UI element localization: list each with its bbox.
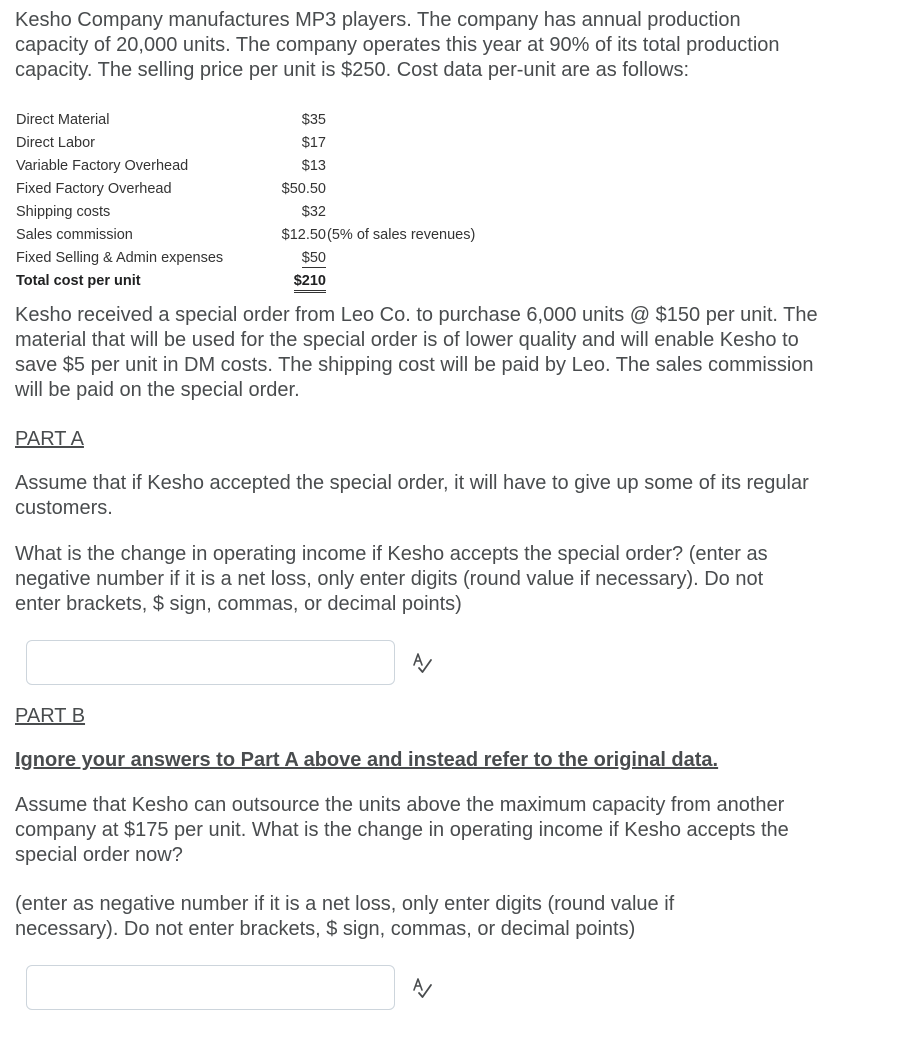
cost-note [326, 270, 475, 293]
part-b-assumption: Assume that Kesho can outsource the units above the maximum capacity from another company at $175 per unit. What is the change in operating income if Kesho accepts the special order now? [15, 794, 789, 866]
part-a-answer-row [15, 640, 885, 685]
spellcheck-icon-graphic [411, 651, 435, 675]
spellcheck-icon[interactable] [411, 651, 435, 675]
total-label: Total cost per unit [16, 273, 141, 289]
spellcheck-icon[interactable] [411, 976, 435, 1000]
intro-paragraph: Kesho Company manufactures MP3 players. The company has annual production capacity of 20,000 units. The company operates this year at 90% of its total production capacity. The selling price per unit is $250. Cost data per-unit are as follows: [15, 9, 780, 81]
cost-label: Sales commission [16, 227, 133, 243]
cost-label: Fixed Selling & Admin expenses [16, 250, 224, 266]
table-row [15, 132, 475, 155]
table-row [15, 109, 475, 132]
part-a-question: What is the change in operating income if Kesho accepts the special order? (enter as negative number if it is a net loss, only enter digits (round value if necessary). Do not enter brackets, $ sign, commas, or decimal points) [15, 543, 768, 615]
cost-value: $50 [301, 250, 326, 266]
part-b-answer-row [15, 965, 885, 1010]
cost-value: $12.50 [281, 227, 326, 243]
part-a-heading: PART A [15, 428, 84, 450]
question-content [15, 8, 885, 1010]
spellcheck-icon-graphic [411, 976, 435, 1000]
table-row [15, 155, 475, 178]
cost-value: $32 [301, 204, 326, 220]
cost-note: (5% of sales revenues) [327, 227, 476, 243]
part-b-heading: PART B [15, 705, 86, 727]
cost-note [326, 132, 475, 155]
table-total-row [15, 270, 475, 293]
cost-label: Variable Factory Overhead [16, 158, 189, 174]
part-a-answer-input[interactable] [26, 640, 395, 685]
cost-label: Shipping costs [16, 204, 111, 220]
cost-note [326, 201, 475, 224]
table-row [15, 224, 475, 247]
part-b-instructions: (enter as negative number if it is a net loss, only enter digits (round value if necessary). Do not enter brackets, $ sign, commas, or decimal points) [15, 893, 675, 940]
cost-value: $17 [301, 135, 326, 151]
cost-note [326, 247, 475, 270]
total-value: $210 [294, 273, 326, 293]
cost-note [326, 109, 475, 132]
cost-label: Direct Material [16, 112, 110, 128]
cost-note [326, 178, 475, 201]
cost-value: $50.50 [281, 181, 326, 197]
cost-data-table [15, 109, 475, 293]
cost-note [326, 155, 475, 178]
part-b-answer-input[interactable] [26, 965, 395, 1010]
special-order-paragraph: Kesho received a special order from Leo Co. to purchase 6,000 units @ $150 per unit. The material that will be used for the special order is of lower quality and will enable Kesho to save $5 per unit in DM costs. The shipping cost will be paid by Leo. The sales commission will be paid on the special order. [15, 304, 818, 401]
table-row [15, 247, 475, 270]
table-row [15, 178, 475, 201]
cost-value: $35 [301, 112, 326, 128]
cost-value: $13 [301, 158, 326, 174]
part-a-assumption: Assume that if Kesho accepted the special order, it will have to give up some of its regular customers. [15, 472, 809, 519]
table-row [15, 201, 475, 224]
cost-label: Direct Labor [16, 135, 95, 151]
cost-label: Fixed Factory Overhead [16, 181, 172, 197]
part-b-ignore-note: Ignore your answers to Part A above and instead refer to the original data. [15, 749, 719, 771]
